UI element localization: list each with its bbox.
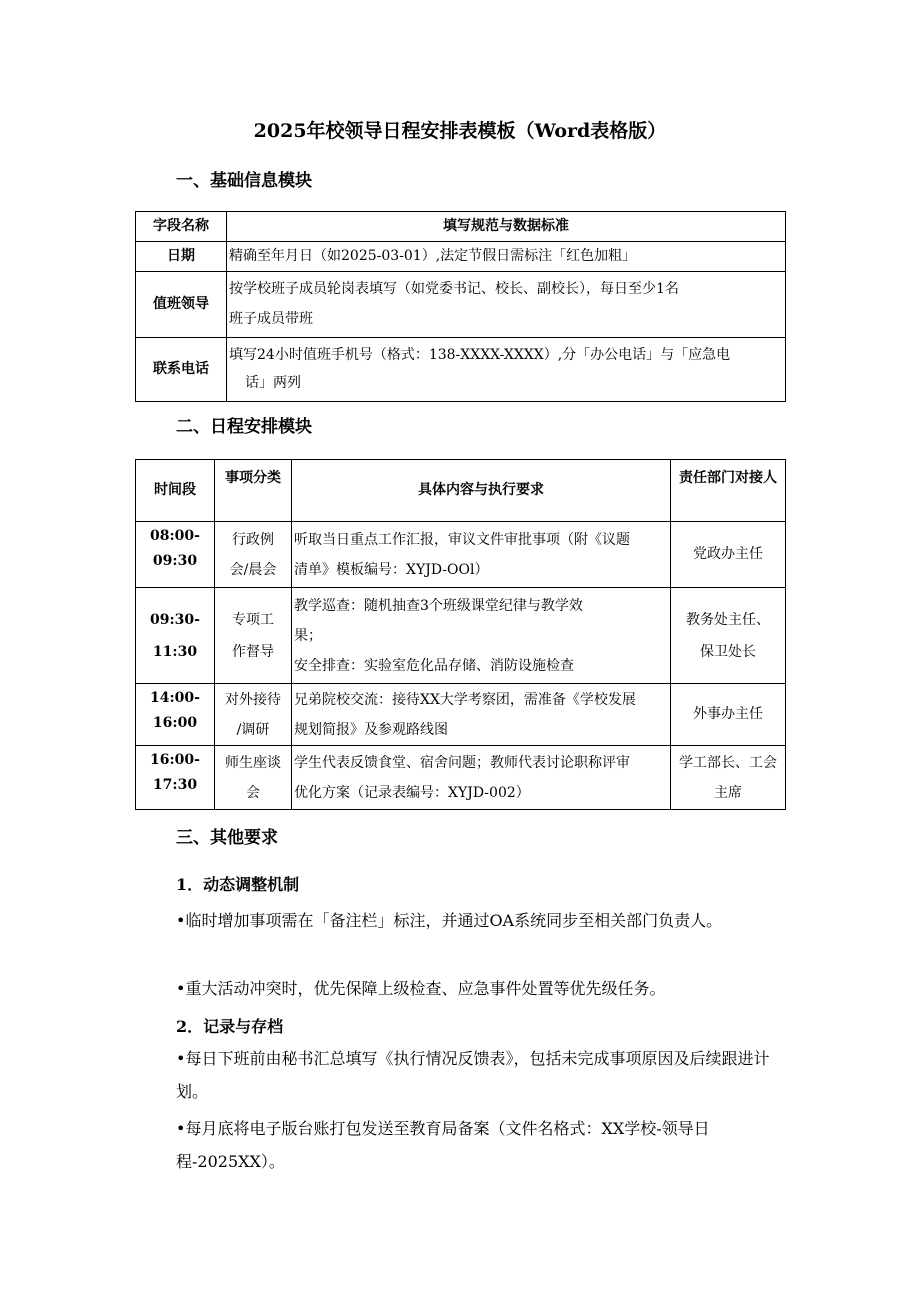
spec-line: 话」两列: [245, 375, 301, 391]
time-slot: [136, 588, 215, 684]
content-line: 听取当日重点工作汇报，审议文件审批事项（附《议题: [294, 531, 630, 548]
schedule-table: [135, 459, 786, 810]
bullet-paragraph: •每日下班前由秘书汇总填写《执行情况反馈表》，包括未完成事项原因及后续跟进计划。: [176, 1049, 770, 1101]
header-cell: 字段名称: [136, 212, 227, 242]
content-line: 清单》模板编号：XYJD-OOl）: [294, 561, 489, 578]
table-row: [136, 588, 786, 684]
category-line: 作督导: [232, 643, 274, 660]
table-row: [136, 338, 786, 402]
category-line: 会/晨会: [229, 561, 277, 578]
responsible-dept: [671, 684, 786, 746]
category: [215, 588, 292, 684]
category: [215, 746, 292, 810]
time-start: 09:30-: [150, 611, 200, 628]
content: [292, 746, 671, 810]
content-line: 规划简报》及参观路线图: [294, 721, 448, 738]
responsible-dept: [671, 746, 786, 810]
time-start: 14:00-: [150, 690, 200, 706]
time-end: 09:30: [152, 553, 198, 569]
field-name: 值班领导: [136, 272, 227, 338]
table-row: [136, 746, 786, 810]
category-line: 行政例: [232, 531, 274, 548]
responsible-dept: [671, 588, 786, 684]
spec-line: 填写24小时值班手机号（格式：138-XXXX-XXXX）,分「办公电话」与「应急电: [229, 347, 731, 363]
basic-info-table: [135, 211, 786, 402]
content: [292, 522, 671, 588]
category: [215, 522, 292, 588]
content-line: 安全排查：实验室危化品存储、消防设施检查: [294, 657, 574, 674]
responsible-dept: [671, 522, 786, 588]
table-row: [136, 684, 786, 746]
table-row: [136, 522, 786, 588]
subsection-heading-records: 2．记录与存档: [176, 1017, 284, 1036]
content: [292, 588, 671, 684]
time-slot: [136, 746, 215, 810]
content-line: 学生代表反馈食堂、宿舍问题；教师代表讨论职称评审: [294, 754, 630, 771]
dept-line: 教务处主任、: [686, 611, 770, 628]
section-heading-basic-info: 一、基础信息模块: [176, 171, 312, 191]
header-cell: 责任部门对接人: [671, 460, 786, 522]
dept-line: 学工部长、工会: [679, 754, 777, 771]
category: [215, 684, 292, 746]
spec-line: 班子成员带班: [229, 311, 313, 327]
bullet-paragraph: •每月底将电子版台账打包发送至教育局备案（文件名格式：XX学校-领导日程-2025XX）。: [176, 1119, 710, 1171]
content-line: 果；: [294, 627, 322, 644]
field-name: 联系电话: [136, 338, 227, 402]
header-cell: 具体内容与执行要求: [292, 460, 671, 522]
time-end: 11:30: [152, 643, 198, 660]
dept-line: 保卫处长: [700, 643, 756, 660]
dept-line: 主席: [714, 784, 742, 801]
header-cell: 填写规范与数据标准: [227, 212, 786, 242]
content-line: 教学巡查：随机抽查3个班级课堂纪律与教学效: [294, 597, 583, 614]
field-name: 日期: [136, 242, 227, 272]
time-start: 08:00-: [150, 528, 200, 544]
time-end: 16:00: [152, 715, 198, 731]
table-row: [136, 242, 786, 272]
table-header-row: [136, 212, 786, 242]
time-slot: [136, 522, 215, 588]
category-line: 专项工: [232, 611, 274, 628]
time-end: 17:30: [152, 777, 198, 793]
time-slot: [136, 684, 215, 746]
section-heading-schedule: 二、日程安排模块: [176, 417, 312, 437]
dept-line: 党政办主任: [693, 546, 763, 562]
bullet-paragraph: •重大活动冲突时，优先保障上级检查、应急事件处置等优先级任务。: [176, 979, 666, 998]
time-start: 16:00-: [150, 752, 200, 768]
content: [292, 684, 671, 746]
dept-line: 外事办主任: [693, 706, 763, 722]
content-line: 兄弟院校交流：接待XX大学考察团，需准备《学校发展: [294, 691, 636, 708]
content-line: 优化方案（记录表编号：XYJD-002）: [294, 784, 530, 801]
table-header-row: [136, 460, 786, 522]
subsection-heading-adjustment: 1．动态调整机制: [176, 875, 300, 894]
category-line: 师生座谈: [225, 754, 281, 771]
category-line: /调研: [236, 721, 270, 738]
bullet-paragraph: •临时增加事项需在「备注栏」标注，并通过OA系统同步至相关部门负责人。: [176, 911, 723, 930]
field-spec: [227, 338, 786, 402]
table-row: [136, 272, 786, 338]
category-line: 会: [246, 784, 260, 801]
page-title: 2025年校领导日程安排表模板（Word表格版）: [253, 120, 667, 142]
section-heading-other: 三、其他要求: [176, 828, 278, 848]
field-spec: 精确至年月日（如2025-03-01）,法定节假日需标注「红色加粗」: [227, 242, 786, 272]
field-spec: [227, 272, 786, 338]
spec-line: 按学校班子成员轮岗表填写（如党委书记、校长、副校长），每日至少1名: [229, 281, 679, 297]
category-line: 对外接待: [225, 691, 281, 708]
header-cell: 事项分类: [215, 460, 292, 522]
header-cell: 时间段: [136, 460, 215, 522]
